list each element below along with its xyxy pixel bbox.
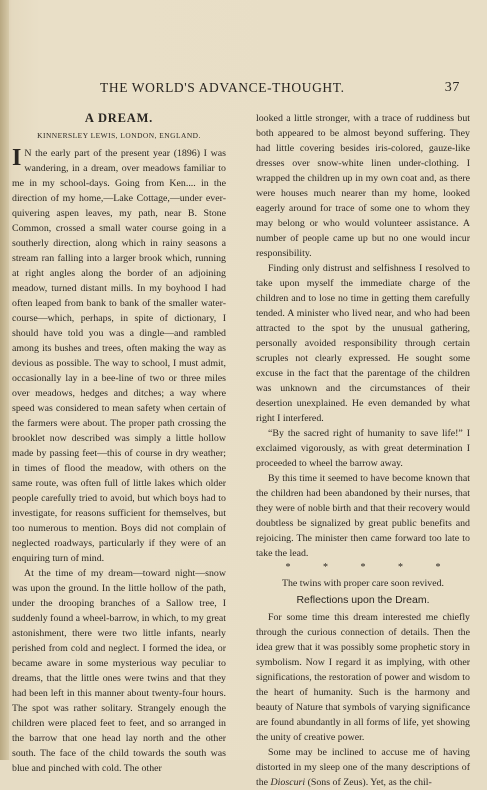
paragraph-7: For some time this dream interested me chiefly through the curious connection of details. Then the idea grew that it was possibly some prophetic story in symbolism. Now I regard it as implying, with other significations, the restoration of power and wisdom to the heart of humanity. Such is the harmony and beauty of Nature that symbols of varying significance are found abundantly in all forms of life, yet showing the unity of creative power. — [256, 612, 470, 743]
right-column — [256, 111, 470, 790]
paragraph-1 — [12, 146, 226, 566]
paragraph-8-italic: Dioscuri — [270, 777, 306, 788]
left-column — [12, 111, 226, 776]
article-title: A DREAM. — [84, 111, 154, 125]
paragraph-6: The twins with proper care soon revived. — [281, 578, 445, 589]
paragraph-4: “By the sacred right of humanity to save life!” I exclaimed vigorously, as with great determination I proceeded to wheel the barrow away. — [256, 428, 470, 469]
page-spine-edge — [0, 0, 9, 760]
paragraph-8-end: (Sons of Zeus). Yet, as the chil- — [305, 777, 432, 788]
page-number: 37 — [444, 80, 460, 95]
section-subheading: Reflections upon the Dream. — [296, 594, 430, 606]
paragraph-3: Finding only distrust and selfishness I resolved to take upon myself the immediate charge of the children and to lose no time in getting them carefully tended. A minister who lived near, and who had been attracted to the spot by the unusual gathering, personally avoided responsibility through certain scruples not clearly expressed. He sought some excuse in the fact that the parentage of the children was unknown and the circumstances of their desertion unexplained. He even demanded by what right I interfered. — [256, 263, 470, 424]
running-header — [100, 80, 460, 100]
running-title: THE WORLD'S ADVANCE-THOUGHT. — [100, 80, 345, 95]
section-break-stars: * * * * * — [285, 562, 441, 573]
drop-cap: I — [12, 145, 22, 171]
paragraph-8 — [256, 745, 470, 790]
article-byline: KINNERSLEY LEWIS, LONDON, ENGLAND. — [37, 131, 201, 140]
paragraph-2: At the time of my dream—toward night—snow was upon the ground. In the little hollow of the path, under the drooping branches of a Sallow tree, I suddenly found a wheel-barrow, in which, to my great astonishment, there were two little infants, nearly perished from cold and neglect. I formed the idea, or became aware in some mysterious way peculiar to dreams, that the little ones were twins and that they had been left in this manner about twenty-four hours. The spot was rather solitary. Strangely enough the children were placed feet to feet, and so arranged in the barrow that one head lay north and the other south. The face of the child towards the south was blue and pinched with cold. The other — [12, 568, 226, 774]
paragraph-5: By this time it seemed to have become known that the children had been abandoned by their nurses, that they were of noble birth and that their recovery would doubtless be signalized by great public benefits and rejoicing. The minister then came forward too late to take the lead. — [256, 473, 470, 559]
paragraph-2-continued: looked a little stronger, with a trace of ruddiness but both appeared to be almost beyond suffering. They had little covering besides iris-colored, gauze-like dresses over snow-white linen under-clothing. I wrapped the children up in my own coat and, as there were houses much nearer than my home, looked eagerly around for trace of some one to whom they may belong or who would volunteer assistance. A number of people came up but no one would incur responsibility. — [256, 113, 470, 259]
paragraph-8-start: Some may be inclined to accuse me of having distorted in my sleep one of the many descriptions of the — [256, 747, 470, 788]
paragraph-1-text: N the early part of the present year (1896) I was wandering, in a dream, over meadows familiar to me in my school-days. Going from Ken.... in the direction of my home,—Lake Cottage,—under ever-quivering aspen leaves, my path, near B. Stone Common, crossed a small water course going in a southerly direction, along which in rainy seasons a stream ran falling into a larger brook which, running at right angles along the border of an adjoining meadow, turned distant mills. In my boyhood I had often leaped from bank to bank of the smaller water-course—which, perhaps, in spite of dictionary, I should have told you was a dingle—and rambled among its bushes and trees, often making the way as devious as possible. The way to school, I must admit, occasionally lay in a bee-line of two or three miles over meadows, hedges and ditches; a way where speed was considered to mean safety when certain of the farmers were about. The proper path crossing the brooklet now described was simply a little hollow made by passing feet—this of course in dry weather; in times of flood the meadow, with others on the same route, was often full of little lakes which older people carefully tried to avoid, but which boys had to investigate, for reasons sufficient for themselves, but too numerous to mention. Boys did not complain of neglected roadways, particularly if they were of an enquiring turn of mind. — [12, 148, 226, 564]
